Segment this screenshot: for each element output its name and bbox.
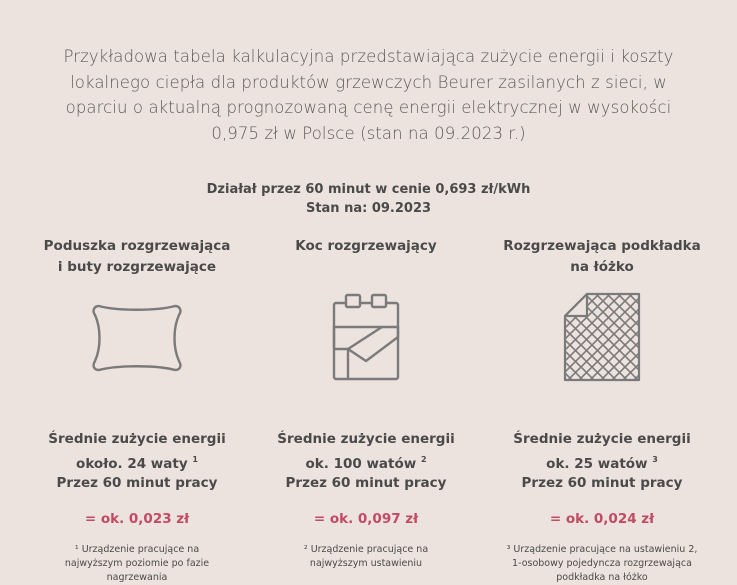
- footnote-mark: 2: [420, 454, 427, 464]
- usage-duration: Przez 60 minut pracy: [56, 475, 218, 491]
- intro-line: 0,975 zł w Polsce (stan na 09.2023 r.): [211, 123, 526, 143]
- product-column-blanket: [246, 236, 486, 571]
- product-title-line: Poduszka rozgrzewająca: [43, 238, 231, 254]
- footnote-mark: 3: [652, 454, 658, 464]
- footnote-line: najwyższym poziomie po fazie: [64, 557, 210, 569]
- usage-label: Średnie zużycie energii: [48, 431, 226, 447]
- energy-usage: [482, 430, 722, 494]
- product-title: [482, 236, 722, 278]
- usage-label: Średnie zużycie energii: [277, 431, 455, 447]
- usage-duration: Przez 60 minut pracy: [285, 475, 447, 491]
- footnote: [482, 543, 722, 585]
- cost-value: = ok. 0,023 zł: [84, 510, 190, 527]
- product-title: [17, 236, 257, 278]
- usage-value: [17, 450, 257, 475]
- usage-watts: około. 24 waty: [76, 455, 188, 472]
- blanket-icon: [326, 291, 406, 385]
- product-title-line: Rozgrzewająca podkładka: [503, 238, 701, 254]
- product-title: [246, 236, 486, 278]
- energy-usage: [17, 430, 257, 494]
- pillow-icon: [87, 298, 187, 378]
- usage-duration: Przez 60 minut pracy: [521, 475, 683, 491]
- footnote-line: nagrzewania: [106, 571, 168, 583]
- usage-label: Średnie zużycie energii: [513, 431, 691, 447]
- cost-value: = ok. 0,097 zł: [313, 510, 419, 527]
- cost-value: = ok. 0,024 zł: [549, 510, 655, 527]
- intro-line: lokalnego ciepła dla produktów grzewczych Beurer zasilanych z sieci, w: [70, 72, 667, 92]
- footnote-line: ² Urządzenie pracujące na: [303, 543, 429, 555]
- intro-paragraph: [20, 44, 717, 146]
- date-basis: Stan na: 09.2023: [305, 201, 432, 216]
- underblanket-icon: [559, 290, 645, 386]
- calculation-basis: [0, 180, 737, 218]
- footnote-line: podkładka na łóżko: [556, 571, 648, 583]
- footnote: [17, 543, 257, 585]
- usage-watts: ok. 25 watów: [546, 455, 648, 472]
- footnote-mark: 1: [192, 454, 198, 464]
- usage-value: [482, 450, 722, 475]
- price-basis: Działał przez 60 minut w cenie 0,693 zł/kWh: [206, 182, 531, 197]
- intro-line: Przykładowa tabela kalkulacyjna przedstawiająca zużycie energii i koszty: [63, 47, 674, 66]
- footnote: [246, 543, 486, 571]
- footnote-line: 1-osobowy pojedyncza rozgrzewająca: [512, 557, 692, 569]
- usage-value: [246, 450, 486, 475]
- footnote-line: ¹ Urządzenie pracujące na: [74, 543, 200, 555]
- product-column-underblanket: [482, 236, 722, 585]
- product-column-pillow: [17, 236, 257, 585]
- intro-line: oparciu o aktualną prognozowaną cenę energii elektrycznej w wysokości: [65, 98, 672, 117]
- footnote-line: ³ Urządzenie pracujące na ustawieniu 2,: [506, 543, 698, 555]
- usage-watts: ok. 100 watów: [305, 455, 417, 472]
- product-title-line: na łóżko: [570, 259, 634, 275]
- product-title-line: Koc rozgrzewający: [295, 238, 437, 254]
- energy-usage: [246, 430, 486, 494]
- product-title-line: i buty rozgrzewające: [57, 259, 217, 275]
- footnote-line: najwyższym ustawieniu: [309, 557, 423, 569]
